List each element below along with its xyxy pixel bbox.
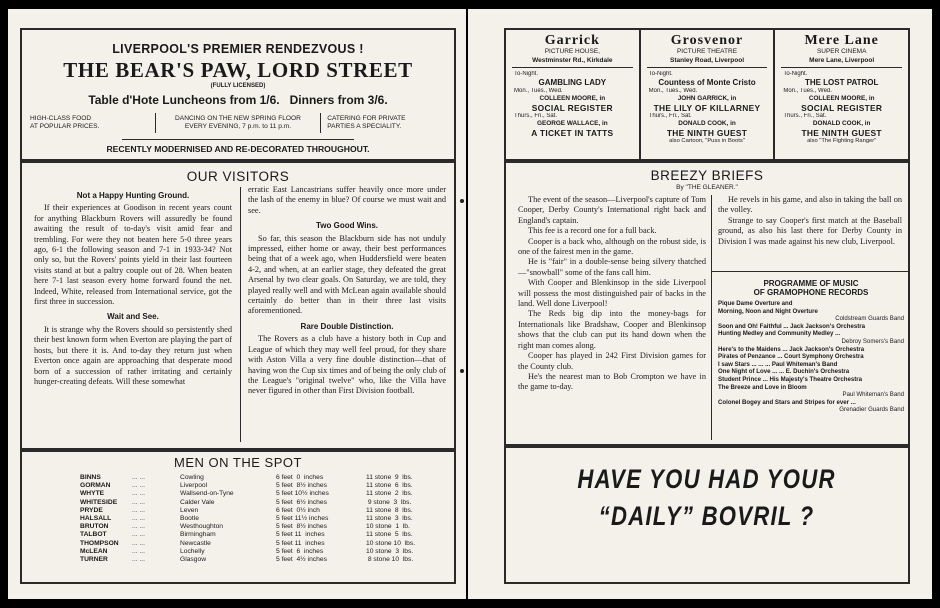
player-row xyxy=(80,556,450,564)
briefs-para-2: This fee is a record one for a full back. xyxy=(528,226,657,236)
film-tonight: THE LOST PATROL xyxy=(804,78,879,87)
film-midweek: THE LILY OF KILLARNEY xyxy=(653,103,761,113)
briefs-para-8: He's the nearest man to Bob Crompton we have in the game to-day. xyxy=(518,371,706,392)
music-item-title: Student Prince ... His Majesty's Theatre Orchestra xyxy=(718,375,863,383)
visitors-column-divider xyxy=(240,187,241,442)
star-name: DONALD COOK, in xyxy=(812,120,871,127)
music-item-title: Morning, Noon and Night Overture xyxy=(718,307,818,315)
player-dots: ... ... xyxy=(132,556,146,564)
our-visitors-section xyxy=(20,161,456,450)
player-dots: ... ... xyxy=(132,490,146,498)
player-dots: ... ... xyxy=(132,482,146,490)
briefs-para-10: Strange to say Cooper's first match at the Baseball ground, as also his last there for Derby County in Division I was made against his new club, Liverpool. xyxy=(718,215,902,246)
player-row xyxy=(80,490,450,498)
briefs-para-6: The Reds big dip into the money-bags for Internationals like Bradshaw, Cooper and Blenkinsop shows that the club can put its hand down when the right man comes along. xyxy=(518,309,706,350)
player-height: 6 feet 0 inches xyxy=(276,474,324,481)
bovril-line1 xyxy=(506,464,908,495)
briefs-para-7: Cooper has played in 242 First Division games for the County club. xyxy=(518,351,706,371)
player-name: GORMAN xyxy=(80,482,111,490)
music-item-artist: Paul Whiteman's Band xyxy=(842,391,904,399)
advert-footer: RECENTLY MODERNISED AND RE-DECORATED THROUGHOUT. xyxy=(106,144,370,154)
visitors-para-4: So far, this season the Blackburn side has not unduly impressed, either home or away, their best performances being that of a week ago, when Huddersfield were beaten 4-2, and when, at an earlier stage, they defeated the great Arsenal by two clear goals. On Saturday, we are told, they played really well and with McLean again available should certainly do better than in their three last visits aforementioned. xyxy=(248,233,446,316)
player-dots: ... ... xyxy=(132,474,146,481)
cinema-type: PICTURE HOUSE, xyxy=(544,48,600,55)
music-item-artist: Grenadier Guards Band xyxy=(839,406,904,414)
bovril-advert xyxy=(504,446,910,584)
briefs-para-5: With Cooper and Blenkinsop in the side Liverpool will possess the most distinguished pair of backs in the land. Well done Liverpool! xyxy=(518,278,706,309)
days-label: Thurs., Fri., Sat. xyxy=(514,113,558,119)
briefs-title: BREEZY BRIEFS xyxy=(650,168,764,183)
days-label: Mon., Tues., Wed. xyxy=(648,88,698,94)
visitors-column-left xyxy=(34,189,232,387)
film-weekend: THE NINTH GUEST xyxy=(666,128,748,138)
visitors-column-right xyxy=(248,185,446,397)
right-page xyxy=(468,9,932,599)
music-item-title: Hunting Medley and Community Medley ... xyxy=(718,330,841,338)
advert-tagline: Table d'Hote Luncheons from 1/6. Dinners from 3/6. xyxy=(88,93,388,107)
cinema-address: Mere Lane, Liverpool xyxy=(781,56,902,68)
player-name: BRUTON xyxy=(80,523,109,531)
advert-licensed: (FULLY LICENSED) xyxy=(210,83,266,89)
visitors-para-1: If their experiences at Goodison in recent years count for anything Blackburn Rovers will assuredly be found awaiting the result of to-day's visit amid fear and trembling. For were they not beaten here 5-0 three years ago, 6-1 the following season and 7-1 in 1933-34? Not only so, but the Rovers' points yield in their last fourteen visits stand at but a paltry couple out of 28. When beaten here 7-1 last season every home forward found the net. Indeed, White, released from International service, got the first three in succession. xyxy=(34,203,232,307)
player-town: Bootle xyxy=(180,515,199,523)
cinema-type: SUPER CINEMA xyxy=(816,48,867,55)
advert-dancing-line2: EVERY EVENING, 7 p.m. to 11 p.m. xyxy=(184,123,292,130)
film-midweek: SOCIAL REGISTER xyxy=(801,103,883,113)
player-row xyxy=(80,540,450,548)
player-town: Wallsend-on-Tyne xyxy=(180,490,234,498)
advert-catering-line1: CATERING FOR PRIVATE xyxy=(327,115,406,122)
music-list xyxy=(718,300,904,414)
player-name: THOMPSON xyxy=(80,539,119,547)
bovril-line2-text: “DAILY” BOVRIL ? xyxy=(599,501,815,531)
music-item-title: I saw Stars ... ... ... Paul Whiteman's Band xyxy=(718,360,838,368)
film-midweek: SOCIAL REGISTER xyxy=(531,103,613,113)
star-name: COLLEEN MOORE, in xyxy=(808,95,875,102)
visitors-heading-4: Rare Double Distinction. xyxy=(300,321,394,331)
player-weight: 10 stone 1 lb. xyxy=(366,523,410,531)
player-dots: ... ... xyxy=(132,531,146,539)
cinema-name: Garrick xyxy=(544,33,600,48)
film-weekend: THE NINTH GUEST xyxy=(801,128,882,138)
days-label: Thurs., Fri., Sat. xyxy=(783,113,827,119)
player-town: Glasgow xyxy=(180,556,207,564)
player-row xyxy=(80,507,450,515)
player-height: 6 feet 0½ inch xyxy=(276,506,320,514)
advert-line1: LIVERPOOL'S PREMIER RENDEZVOUS ! xyxy=(112,42,364,56)
briefs-column-left xyxy=(518,195,706,393)
briefs-para-4: He is "fair" in a double-sense being silvery thatched—"snowball" some of the fans call him. xyxy=(518,257,706,277)
player-height: 5 feet 11½ inches xyxy=(276,515,329,523)
cinema-column xyxy=(506,30,639,159)
player-height: 5 feet 8½ inches xyxy=(276,523,327,531)
player-town: Leven xyxy=(180,506,199,514)
bovril-line1-text: HAVE YOU HAD YOUR xyxy=(577,464,837,494)
player-dots: ... ... xyxy=(132,515,146,523)
player-weight: 11 stone 9 lbs. xyxy=(366,474,413,481)
player-town: Westhoughton xyxy=(180,523,224,531)
cinema-column xyxy=(639,30,774,159)
player-town: Calder Vale xyxy=(180,498,215,506)
player-dots: ... ... xyxy=(132,506,146,514)
tonight-label: To-Night. xyxy=(514,71,539,77)
binding-stitch xyxy=(460,369,464,373)
player-dots: ... ... xyxy=(132,547,146,555)
visitors-para-5: The Rovers as a club have a history both in Cup and League of which they may well feel proud, for they share with Aston Villa a very fine double distinction—that of having won the Cup six times and of being the only club of the League's "original twelve" who, like the Villa have never figured in other than First Division football. xyxy=(248,334,446,396)
advert-title-text: THE BEAR'S PAW, LORD STREET xyxy=(63,58,413,82)
days-label: Mon., Tues., Wed. xyxy=(783,88,832,94)
briefs-column-divider xyxy=(711,195,712,440)
visitors-para-3: erratic East Lancastrians suffer heavily once more under the lash of the enemy in blue? Of course we must wait and see. xyxy=(248,185,446,215)
player-name: TURNER xyxy=(80,556,108,564)
music-item-title: Colonel Bogey and Stars and Stripes for ever ... xyxy=(718,398,856,406)
player-height: 5 feet 11 inches xyxy=(276,539,325,547)
cinema-extra: also Cartoon, "Puss in Boots" xyxy=(669,138,745,144)
player-dots: ... ... xyxy=(132,539,146,547)
advert-dancing-line1: DANCING ON THE NEW SPRING FLOOR xyxy=(175,115,301,122)
player-height: 5 feet 11 inches xyxy=(276,531,325,539)
cinema-column xyxy=(773,30,908,159)
cinema-address: Stanley Road, Liverpool xyxy=(647,56,768,68)
star-name: JOHN GARRICK, in xyxy=(677,95,737,102)
player-weight: 11 stone 2 lbs. xyxy=(366,490,413,498)
briefs-column-right xyxy=(718,195,902,247)
player-height: 5 feet 8½ inches xyxy=(276,482,327,490)
music-item-title: Pique Dame Overture and xyxy=(718,300,793,307)
player-town: Lochelly xyxy=(180,547,205,555)
player-name: McLEAN xyxy=(80,547,108,555)
advert-catering-line2: PARTIES A SPECIALITY. xyxy=(327,123,402,130)
tonight-label: To-Night. xyxy=(783,71,808,77)
advert-dancing xyxy=(155,113,321,133)
player-dots: ... ... xyxy=(132,523,146,531)
visitors-heading-3: Two Good Wins. xyxy=(316,221,378,231)
briefs-para-9: He revels in his game, and also in taking the ball on the volley. xyxy=(718,195,902,215)
cinema-name: Grosvenor xyxy=(670,33,744,48)
player-height: 5 feet 6 inches xyxy=(276,547,324,555)
player-weight: 11 stone 3 lbs. xyxy=(366,515,413,523)
cinema-listings xyxy=(504,28,910,161)
player-weight: 10 stone 3 lbs. xyxy=(366,547,414,555)
cinema-type: PICTURE THEATRE xyxy=(676,48,738,55)
player-row xyxy=(80,499,450,507)
star-name: COLLEEN MOORE, in xyxy=(539,95,606,102)
player-height: 5 feet 4½ inches xyxy=(276,556,327,564)
player-row xyxy=(80,523,450,531)
music-item-artist: Coldstream Guards Band xyxy=(835,315,904,323)
advert-divider xyxy=(122,139,354,140)
days-label: Mon., Tues., Wed. xyxy=(514,88,563,94)
tonight-label: To-Night. xyxy=(648,71,673,77)
player-name: TALBOT xyxy=(80,531,107,539)
film-weekend: A TICKET IN TATTS xyxy=(531,128,614,138)
music-title-2: OF GRAMOPHONE RECORDS xyxy=(753,288,869,297)
music-item-title: Pirates of Penzance ... Court Symphony Orchestra xyxy=(718,353,864,361)
visitors-para-2: It is strange why the Rovers should so persistently shed their best known form when Everton are playing the part of hosts, but there it is. And to-day they return just when Everton once again are approaching that desperate mood born of a succession of rather irritating and certainly hunger-creating defeats. Will these somewhat xyxy=(34,324,232,386)
music-item-artist: Debroy Somers's Band xyxy=(841,337,904,345)
player-weight: 9 stone 3 lbs. xyxy=(366,498,412,506)
player-name: HALSALL xyxy=(80,515,112,523)
music-divider xyxy=(711,271,908,272)
player-height: 5 feet 6½ inches xyxy=(276,498,327,506)
player-weight: 11 stone 5 lbs. xyxy=(366,531,413,539)
left-page xyxy=(8,9,466,599)
men-on-the-spot-section xyxy=(20,450,456,584)
player-weight: 10 stone 10 lbs. xyxy=(366,539,416,547)
music-item-title: One Night of Love ... ... E. Duchin's Orchestra xyxy=(718,368,850,376)
player-name: WHYTE xyxy=(80,490,105,498)
cinema-name: Mere Lane xyxy=(804,33,879,48)
player-row xyxy=(80,482,450,490)
advert-food-line2: AT POPULAR PRICES. xyxy=(30,123,100,130)
advert-catering xyxy=(321,113,446,133)
player-town: Birmingham xyxy=(180,531,216,539)
bears-paw-advert xyxy=(20,28,456,161)
player-weight: 8 stone 10 lbs. xyxy=(366,556,414,564)
star-name: GEORGE WALLACE, in xyxy=(537,120,608,127)
days-label: Thurs., Fri., Sat. xyxy=(648,113,692,119)
advert-features xyxy=(30,113,446,133)
visitors-title: OUR VISITORS xyxy=(186,169,290,184)
bovril-line2 xyxy=(506,501,908,532)
advert-food xyxy=(30,113,155,133)
cinema-columns xyxy=(506,30,908,159)
visitors-heading-1: Not a Happy Hunting Ground. xyxy=(76,191,190,200)
briefs-para-1: The event of the season—Liverpool's capture of Tom Cooper, Derby County's International right back and England's captain. xyxy=(518,195,706,225)
briefs-byline: By "THE GLEANER." xyxy=(676,184,738,191)
binding-stitch xyxy=(460,199,464,203)
music-item-title: Soon and Oh! Faithful ... Jack Jackson's Orchestra xyxy=(718,322,866,330)
music-item-title: Here's to the Maidens ... Jack Jackson's Orchestra xyxy=(718,345,865,353)
film-tonight: Countess of Monte Cristo xyxy=(658,78,756,87)
breezy-briefs-section xyxy=(504,161,910,446)
player-name: WHITESIDE xyxy=(80,498,118,506)
star-name: DONALD COOK, in xyxy=(678,120,736,127)
film-tonight: GAMBLING LADY xyxy=(538,78,607,87)
music-item-title: The Breeze and Love in Bloom xyxy=(718,383,807,391)
player-town: Cowling xyxy=(180,474,204,481)
player-row xyxy=(80,548,450,556)
visitors-heading-2: Wait and See. xyxy=(107,312,159,322)
men-title: MEN ON THE SPOT xyxy=(174,455,302,470)
cinema-address: Westminster Rd., Kirkdale xyxy=(512,56,633,68)
advert-title xyxy=(22,58,454,83)
briefs-para-3: Cooper is a back who, although on the robust side, is one of the fairest men in the game. xyxy=(518,236,706,257)
player-height: 5 feet 10½ inches xyxy=(276,490,329,498)
player-row xyxy=(80,531,450,539)
music-title-1: PROGRAMME OF MUSIC xyxy=(763,279,859,288)
advert-food-line1: HIGH-CLASS FOOD xyxy=(30,115,92,122)
player-name: PRYDE xyxy=(80,506,103,514)
player-name: BINNS xyxy=(80,474,101,481)
player-dots: ... ... xyxy=(132,498,146,506)
player-row xyxy=(80,474,450,482)
player-town: Newcastle xyxy=(180,539,211,547)
men-table xyxy=(80,474,450,564)
player-weight: 11 stone 6 lbs. xyxy=(366,482,413,490)
player-town: Liverpool xyxy=(180,482,208,490)
player-row xyxy=(80,515,450,523)
cinema-extra: also "The Fighting Ranger" xyxy=(807,138,877,144)
music-programme xyxy=(718,279,904,414)
player-weight: 11 stone 8 lbs. xyxy=(366,506,413,514)
